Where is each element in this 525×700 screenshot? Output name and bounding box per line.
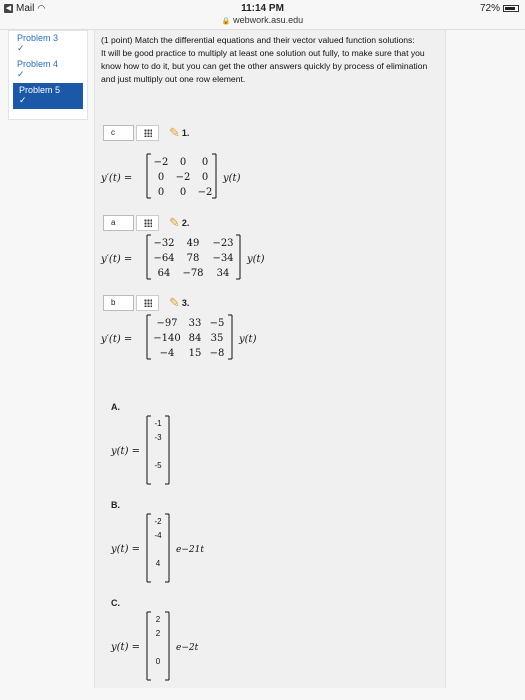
matrix-cell: 0 <box>201 172 209 183</box>
solution-lhs: y(t) = <box>111 642 141 653</box>
grid-icon <box>144 299 152 307</box>
battery-icon <box>503 5 519 12</box>
sidebar-item-label: Problem 3 <box>17 33 59 43</box>
check-icon: ✓ <box>17 69 25 79</box>
pencil-icon: ✎ <box>169 295 180 310</box>
back-arrow-icon: ◀ <box>5 5 12 12</box>
matrix-cell: −34 <box>212 253 234 264</box>
answer-grid-button-2[interactable] <box>136 215 159 231</box>
sidebar-item-problem-4[interactable] <box>9 57 87 83</box>
grid-icon <box>144 219 152 227</box>
solution-lhs: y(t) = <box>111 446 141 457</box>
matrix-cell: 0 <box>179 157 187 168</box>
matrix-cell: 15 <box>188 348 202 359</box>
equation-rhs: y(t) <box>223 173 241 184</box>
matrix-cell: −32 <box>153 238 175 249</box>
matrix-cell: 33 <box>188 318 202 329</box>
solution-lhs: y(t) = <box>111 544 141 555</box>
vector-cell: 4 <box>155 559 161 568</box>
matrix-cell: 84 <box>188 333 202 344</box>
vector-cell: -3 <box>154 433 162 442</box>
matrix-2 <box>147 235 240 279</box>
wifi-icon: ◠ <box>37 3 46 13</box>
matrix-cell: 49 <box>186 238 200 249</box>
equation-rhs: y(t) <box>239 334 257 345</box>
sidebar-item-problem-3[interactable] <box>9 31 87 57</box>
matrix-cell: 34 <box>216 268 230 279</box>
vector-b <box>147 514 169 582</box>
option-label-a: A. <box>111 402 120 412</box>
equation-2 <box>95 231 447 283</box>
lock-icon: 🔒 <box>221 18 231 25</box>
answer-grid-button-3[interactable] <box>136 295 159 311</box>
problem-content <box>94 30 446 688</box>
matrix-1 <box>147 154 216 198</box>
matrix-cell: −8 <box>209 348 225 359</box>
check-icon: ✓ <box>17 43 25 53</box>
matrix-cell: 78 <box>186 253 200 264</box>
option-label-c: C. <box>111 598 120 608</box>
matrix-cell: 0 <box>157 187 165 198</box>
pencil-icon: ✎ <box>169 125 180 140</box>
matrix-cell: −78 <box>182 268 204 279</box>
problem-intro: (1 point) Match the differential equations and their vector valued function solutions: <box>101 35 415 45</box>
vector-cell: -5 <box>154 461 162 470</box>
problem-sidebar <box>8 30 88 120</box>
vector-cell: -2 <box>154 517 162 526</box>
exponential-factor: e−2t <box>176 643 199 653</box>
exponential-factor: e−21t <box>176 545 204 555</box>
solution-option-a <box>95 414 447 486</box>
problem-hint: It will be good practice to multiply at least one solution out fully, to make sure that you know how to do it, but you can get the other answers quickly by process of elimination and just multiply out one row element. <box>101 48 428 84</box>
battery-status <box>480 3 519 14</box>
option-label-b: B. <box>111 500 120 510</box>
sidebar-item-label: Problem 4 <box>17 59 59 69</box>
back-app-label: Mail <box>16 3 35 14</box>
matrix-cell: −23 <box>212 238 234 249</box>
battery-percent: 72% <box>479 3 500 14</box>
sidebar-item-problem-5[interactable] <box>13 83 83 109</box>
matrix-cell: 0 <box>201 157 209 168</box>
check-icon: ✓ <box>19 95 27 105</box>
answer-grid-button-1[interactable] <box>136 125 159 141</box>
vector-cell: 0 <box>155 657 161 666</box>
vector-cell: -1 <box>154 419 162 428</box>
answer-input-1[interactable]: c <box>103 125 134 141</box>
matrix-cell: −140 <box>153 333 181 344</box>
url-text: webwork.asu.edu <box>233 15 304 25</box>
clock: 11:14 PM <box>241 3 284 14</box>
equation-lhs: y′(t) = <box>101 334 133 345</box>
answer-input-3[interactable]: b <box>103 295 134 311</box>
equation-1 <box>95 150 447 202</box>
matrix-cell: −4 <box>159 348 175 359</box>
question-number: 3. <box>181 298 190 308</box>
question-row-2 <box>103 215 189 231</box>
matrix-cell: −64 <box>153 253 175 264</box>
sidebar-item-label: Problem 5 <box>19 85 61 95</box>
vector-cell: 2 <box>155 629 161 638</box>
equation-3 <box>95 311 447 363</box>
matrix-cell: 0 <box>179 187 187 198</box>
matrix-cell: −2 <box>153 157 169 168</box>
equation-lhs: y′(t) = <box>101 254 133 265</box>
vector-a <box>147 416 169 484</box>
question-number: 2. <box>181 218 190 228</box>
matrix-3 <box>147 315 232 359</box>
vector-c <box>147 612 169 680</box>
matrix-cell: −2 <box>197 187 213 198</box>
status-bar <box>0 0 525 30</box>
equation-lhs: y′(t) = <box>101 173 133 184</box>
pencil-icon: ✎ <box>169 215 180 230</box>
grid-icon <box>144 129 152 137</box>
question-row-1 <box>103 125 189 141</box>
matrix-cell: −2 <box>175 172 191 183</box>
vector-cell: -4 <box>154 531 162 540</box>
answer-input-2[interactable]: a <box>103 215 134 231</box>
matrix-cell: 35 <box>210 333 224 344</box>
vector-cell: 2 <box>155 615 161 624</box>
equation-rhs: y(t) <box>247 254 265 265</box>
matrix-cell: 0 <box>157 172 165 183</box>
address-bar[interactable] <box>0 15 525 25</box>
matrix-cell: −97 <box>156 318 178 329</box>
matrix-cell: −5 <box>209 318 225 329</box>
solution-option-b <box>95 512 447 584</box>
matrix-cell: 64 <box>157 268 171 279</box>
problem-statement <box>101 34 441 86</box>
question-number: 1. <box>181 128 190 138</box>
solution-option-c <box>95 610 447 682</box>
question-row-3 <box>103 295 189 311</box>
